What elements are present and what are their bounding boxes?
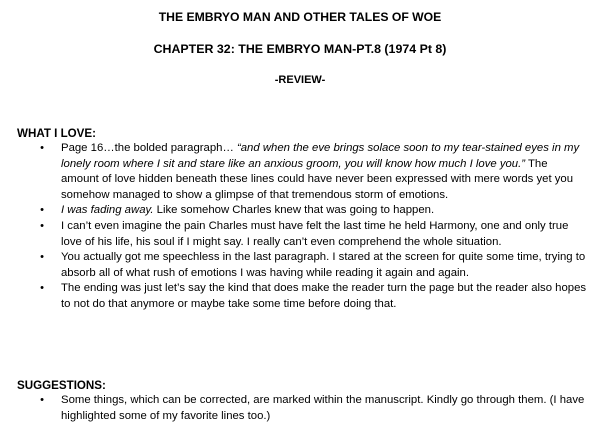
bullet-icon: • <box>40 282 44 295</box>
item-text: I can’t even imagine the pain Charles must have felt the last time he held Harmony, one and only true love of his life, his soul if I might say. I really can’t even comprehend the whole situation. <box>61 219 569 248</box>
document-title: THE EMBRYO MAN AND OTHER TALES OF WOE <box>158 10 442 24</box>
chapter-title: CHAPTER 32: THE EMBRYO MAN-PT.8 (1974 Pt 8) <box>153 42 447 56</box>
list-item <box>17 250 587 281</box>
list-item <box>17 393 587 424</box>
bullet-icon: • <box>40 251 44 264</box>
item-text: Like somehow Charles knew that was going to happen. <box>153 204 435 217</box>
item-text: The amount of love hidden beneath these lines could have never been expressed with mere words yet you somehow managed to show a glimpse of that tremendous storm of emotions. <box>61 157 574 201</box>
list-item <box>17 203 587 219</box>
bullet-icon: • <box>40 204 44 217</box>
review-label: -REVIEW- <box>274 74 326 86</box>
item-text: Some things, which can be corrected, are marked within the manuscript. Kindly go through them. (I have highlighted some of my favorite lines too.) <box>61 394 585 422</box>
list-item <box>17 281 587 312</box>
what-i-love-list <box>17 141 587 313</box>
bullet-icon: • <box>40 394 44 406</box>
item-text: The ending was just let’s say the kind that does make the reader turn the page but the reader also hopes to not do that anymore or maybe take some time before doing that. <box>61 282 587 310</box>
list-item <box>17 219 587 250</box>
what-i-love-heading: WHAT I LOVE: <box>17 127 96 140</box>
bullet-icon: • <box>40 219 44 232</box>
item-text: You actually got me speechless in the last paragraph. I stared at the screen for quite some time, trying to absorb all of what rush of emotions I was having while reading it again and again. <box>61 251 586 279</box>
quoted-paragraph: “and when the eve brings solace soon to my tear-stained eyes in my lonely room where I sit and stare like an anxious groom, you will know how much I love you.” <box>61 142 580 170</box>
suggestions-list <box>17 393 587 424</box>
what-i-love-section <box>17 126 587 313</box>
bullet-icon: • <box>40 142 44 154</box>
quoted-line: I was fading away. <box>61 204 154 217</box>
suggestions-heading: SUGGESTIONS: <box>17 379 106 392</box>
suggestions-section <box>17 378 587 424</box>
list-item <box>17 141 587 203</box>
item-text: Page 16…the bolded paragraph… <box>61 142 237 154</box>
